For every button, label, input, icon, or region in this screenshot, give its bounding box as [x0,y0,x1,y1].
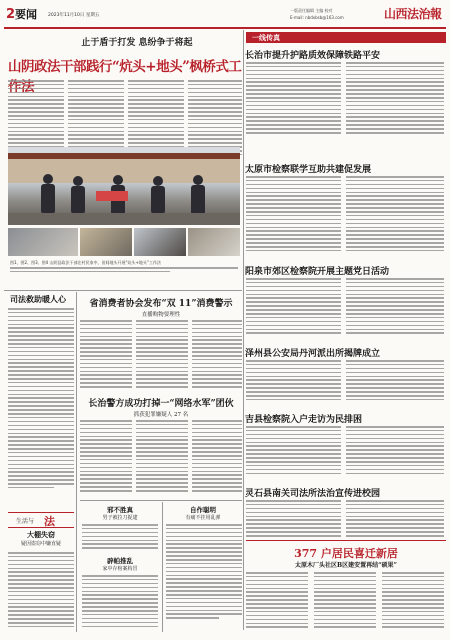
column-label-a: 生活与 [16,518,35,525]
middle-short-2: 辟帕推乱 [107,557,133,565]
lead-photo-small-3 [134,228,186,256]
lead-photo-small-2 [80,228,132,256]
middle-short-1: 邪不胜真 [107,506,133,514]
middle-subhead-2: 抓获犯罪嫌疑人 27 名 [133,412,189,418]
column-label-b: 法 [44,515,55,528]
email-line: E-mail: nbdxbsb@163.com [290,15,344,20]
lead-photo-main [8,147,240,225]
page-number-badge [6,6,37,22]
lead-photo-caption: 图1、图2、图3、图4 山阴县政法干部在村民家中、田间地头开展“炕头+地头”工作法 [10,260,161,265]
left-sub-title-2: 疑因盗窃中嫌直疑 [20,541,61,547]
sidebar-tag [246,32,446,43]
left-sub-title: 大棚失窃 [27,530,55,539]
sidebar-item-0: 长治市提升护路质效保障铁路平安 [245,51,381,61]
lead-headline: 山阴政法干部践行“炕头+地头”枫桥式工 [8,59,242,75]
middle-short-3-sub: 有痛不挂用乱弹 [185,515,221,521]
lead-photo-small-4 [188,228,240,256]
date-line: 2023年11月10日 星期五 [48,13,100,18]
middle-short-1-sub: 男子被拉刀捉逮 [102,515,138,521]
bottom-right-subhead: 太原木厂头社区B区建安置再结“硕果” [295,562,397,569]
lead-kicker: 止于盾于打发 息纷争于将起 [81,38,193,48]
sidebar-item-4: 吉县检察院入户走访为民排困 [245,415,363,425]
sidebar-item-5: 灵石县南关司法所法治宣传进校园 [245,489,381,499]
left-column-title: 司法救助暖人心 [10,294,66,304]
sidebar-item-2: 阳泉市郊区检察院开展主题党日活动 [245,267,390,277]
newspaper-logo: 山西法治報 [384,7,442,21]
middle-subhead-1: 直播购物要理性 [141,312,181,318]
middle-headline-1: 省消费者协会发布“双 11”消费警示 [89,299,233,309]
sidebar-tag-label: 一线传真 [252,34,280,42]
sidebar-item-3: 泽州县公安局丹河派出所揭牌成立 [245,349,381,359]
sidebar-item-1: 太原市检察联学互助共建促发展 [245,165,372,175]
section-name: 要闻 [15,8,38,21]
middle-short-3: 自作聪明 [190,506,216,514]
column-label [8,512,74,528]
page-number: 2 [6,7,16,22]
bottom-right-headline: 377 户居民喜迁新居 [294,547,398,560]
lead-photo-small-1 [8,228,78,256]
middle-short-2-sub: 家中存棺案构冒 [102,566,138,572]
editor-line: 一版责任编辑 主编 校对 [290,8,333,13]
middle-headline-2: 长治警方成功打掉一“网络水军”团伙 [88,399,234,409]
